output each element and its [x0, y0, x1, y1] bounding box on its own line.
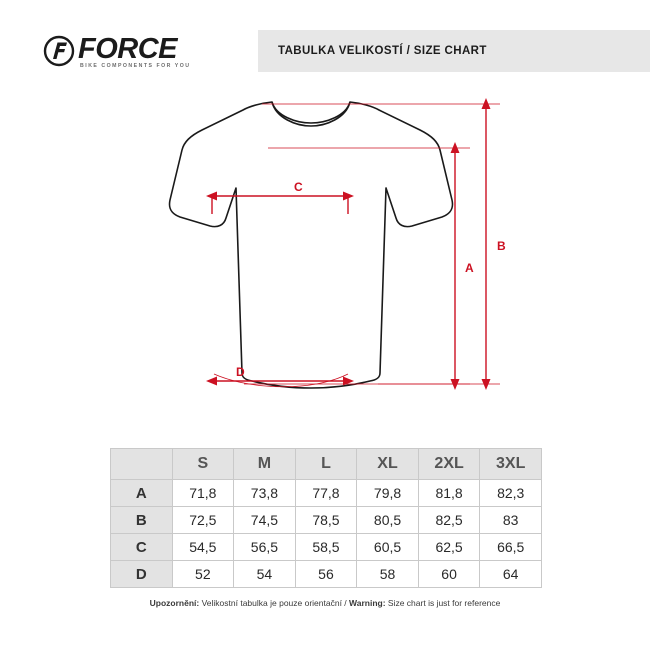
page-header: [0, 30, 650, 72]
dimension-label-b: B: [497, 239, 506, 253]
cell-c-xl: 60,5: [357, 534, 419, 561]
table-row: [111, 561, 542, 588]
cell-d-m: 54: [234, 561, 296, 588]
cell-c-m: 56,5: [234, 534, 296, 561]
cell-b-l: 78,5: [295, 507, 357, 534]
row-header-d: D: [111, 561, 173, 588]
footnote: [0, 598, 650, 608]
cell-c-3xl: 66,5: [480, 534, 542, 561]
cell-d-2xl: 60: [418, 561, 480, 588]
dimension-label-c: C: [294, 180, 303, 194]
cell-a-2xl: 81,8: [418, 480, 480, 507]
dimension-guides: [244, 104, 500, 384]
logo-wrap: [42, 33, 191, 69]
title-bar: [258, 30, 650, 72]
page-title: TABULKA VELIKOSTÍ / SIZE CHART: [278, 45, 487, 57]
cell-d-l: 56: [295, 561, 357, 588]
dimension-a: [451, 142, 460, 390]
cell-b-xl: 80,5: [357, 507, 419, 534]
column-header-2xl: 2XL: [418, 449, 480, 480]
tshirt-measurement-diagram: [0, 78, 650, 428]
column-header-s: S: [172, 449, 234, 480]
cell-c-l: 58,5: [295, 534, 357, 561]
brand-tagline: BIKE COMPONENTS FOR YOU: [80, 63, 191, 69]
cell-d-xl: 58: [357, 561, 419, 588]
cell-a-xl: 79,8: [357, 480, 419, 507]
brand-name: FORCE: [78, 33, 177, 65]
cell-c-2xl: 62,5: [418, 534, 480, 561]
dimension-label-d: D: [236, 365, 245, 379]
footnote-text-en: Size chart is just for reference: [385, 598, 501, 608]
table-header-row: [111, 449, 542, 480]
size-table-wrap: [110, 448, 542, 588]
cell-d-3xl: 64: [480, 561, 542, 588]
row-header-b: B: [111, 507, 173, 534]
force-f-logo-icon: [42, 34, 76, 68]
table-head: [111, 449, 542, 480]
cell-d-s: 52: [172, 561, 234, 588]
column-header-l: L: [295, 449, 357, 480]
cell-b-2xl: 82,5: [418, 507, 480, 534]
row-header-a: A: [111, 480, 173, 507]
table-row: [111, 534, 542, 561]
cell-b-3xl: 83: [480, 507, 542, 534]
table-body: [111, 480, 542, 588]
cell-a-l: 77,8: [295, 480, 357, 507]
cell-b-s: 72,5: [172, 507, 234, 534]
column-header-m: M: [234, 449, 296, 480]
row-header-c: C: [111, 534, 173, 561]
table-corner-cell: [111, 449, 173, 480]
column-header-3xl: 3XL: [480, 449, 542, 480]
cell-c-s: 54,5: [172, 534, 234, 561]
cell-a-3xl: 82,3: [480, 480, 542, 507]
dimension-d: [206, 374, 354, 387]
footnote-text-cs: Velikostní tabulka je pouze orientační /: [199, 598, 350, 608]
tshirt-outline: [169, 102, 452, 388]
dimension-b: [482, 98, 491, 390]
cell-a-m: 73,8: [234, 480, 296, 507]
footnote-label-en: Warning:: [349, 598, 386, 608]
column-header-xl: XL: [357, 449, 419, 480]
dimension-label-a: A: [465, 261, 474, 275]
table-row: [111, 480, 542, 507]
cell-a-s: 71,8: [172, 480, 234, 507]
cell-b-m: 74,5: [234, 507, 296, 534]
footnote-label-cs: Upozornění:: [149, 598, 200, 608]
brand-logo: [0, 30, 258, 72]
size-chart-table: [110, 448, 542, 588]
table-row: [111, 507, 542, 534]
